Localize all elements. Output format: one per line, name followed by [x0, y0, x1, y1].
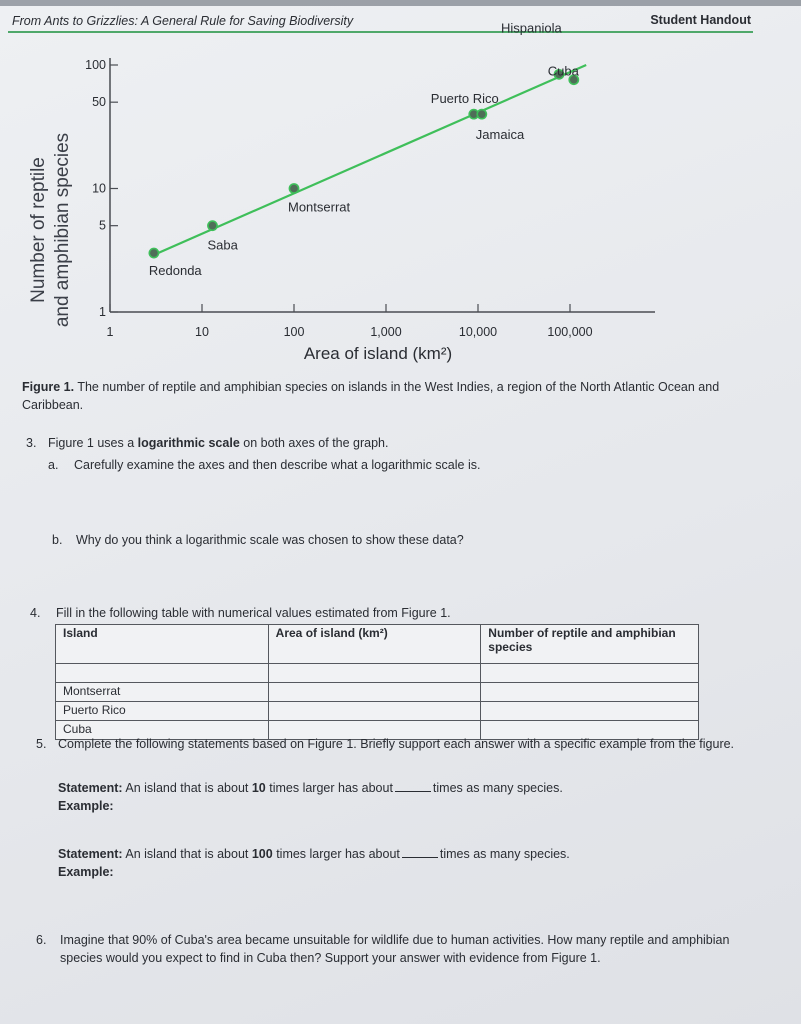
- table-cell[interactable]: [268, 702, 481, 721]
- trend-line: [154, 65, 586, 255]
- table-cell-island: Puerto Rico: [56, 702, 269, 721]
- figure-caption-text: The number of reptile and amphibian species on islands in the West Indies, a region of the North Atlantic Ocean and Caribbean.: [22, 380, 720, 412]
- statement-2-label: Statement:: [58, 847, 123, 861]
- figure-caption: [22, 378, 722, 414]
- statement-2: [58, 845, 758, 863]
- x-axis-title: Area of island (km²): [303, 344, 453, 363]
- table-row: [56, 702, 699, 721]
- table-cell[interactable]: [481, 664, 699, 683]
- x-tick-label: 10,000: [458, 325, 498, 339]
- question-3: [26, 434, 766, 452]
- point-label: Hispaniola: [501, 20, 562, 36]
- table-header-species: Number of reptile and amphibian species: [481, 625, 699, 664]
- handout-type: Student Handout: [650, 13, 751, 27]
- table-header-area: Area of island (km²): [268, 625, 481, 664]
- estimate-table: [55, 624, 699, 740]
- point-label: Montserrat: [288, 199, 351, 215]
- figure-caption-label: Figure 1.: [22, 380, 75, 394]
- question-5-number: 5.: [36, 737, 47, 751]
- statement-1-bold: 10: [251, 781, 266, 795]
- example-1-label: Example:: [58, 799, 114, 813]
- top-bar: [0, 0, 801, 6]
- statement-2-pre: An island that is about: [122, 847, 252, 861]
- table-header-island: Island: [56, 625, 269, 664]
- question-6-text: Imagine that 90% of Cuba's area became unsuitable for wildlife due to human activities. How many reptile and amphibian species would you expect to find in Cuba then? Support your answer with evidence from Figure 1.: [60, 933, 730, 965]
- y-tick-label: 5: [99, 218, 106, 233]
- question-4-number: 4.: [30, 606, 41, 620]
- example-2-label: Example:: [58, 865, 114, 879]
- y-axis-title-line1: Number of reptile: [28, 157, 49, 303]
- statement-2-suffix: times as many species.: [439, 847, 570, 861]
- x-tick-label: 100: [283, 325, 305, 339]
- question-3a-text: Carefully examine the axes and then describe what a logarithmic scale is.: [74, 458, 481, 472]
- question-3b-text: Why do you think a logarithmic scale was chosen to show these data?: [76, 533, 464, 547]
- point-label: Saba: [207, 237, 238, 253]
- table-cell[interactable]: [268, 683, 481, 702]
- y-tick-label: 50: [92, 95, 106, 110]
- example-1: [58, 797, 114, 815]
- data-point: [208, 221, 217, 230]
- data-points: [149, 20, 580, 278]
- statement-2-post: times larger has about: [272, 847, 400, 861]
- statement-2-bold: 100: [251, 847, 273, 861]
- x-tick-label: 100,000: [547, 325, 593, 339]
- table-cell-island: Cuba: [56, 721, 269, 740]
- table-row: [56, 664, 699, 683]
- statement-1-label: Statement:: [58, 781, 123, 795]
- trend-line-group: [154, 65, 586, 255]
- table-cell[interactable]: [481, 702, 699, 721]
- table-cell[interactable]: [268, 664, 481, 683]
- y-tick-label: 10: [92, 181, 106, 196]
- y-axis-title: [28, 133, 73, 327]
- statement-1-pre: An island that is about: [122, 781, 252, 795]
- statement-1-post: times larger has about: [265, 781, 393, 795]
- table-cell-island: Montserrat: [56, 683, 269, 702]
- table-cell[interactable]: [56, 664, 269, 683]
- data-point: [289, 184, 298, 193]
- question-3-post: on both axes of the graph.: [239, 436, 389, 450]
- question-6: [36, 931, 748, 967]
- y-tick-label: 100: [85, 58, 106, 72]
- example-2: [58, 863, 114, 881]
- data-point: [149, 248, 158, 257]
- question-6-number: 6.: [36, 933, 47, 947]
- question-5: [36, 735, 756, 753]
- question-3-pre: Figure 1 uses a: [48, 436, 138, 450]
- question-3a-label: a.: [48, 458, 59, 472]
- question-3-number: 3.: [26, 436, 37, 450]
- table-row: [56, 683, 699, 702]
- question-4-text: Fill in the following table with numerical values estimated from Figure 1.: [56, 606, 451, 620]
- x-tick-label: 1: [106, 325, 114, 339]
- table-header-row: [56, 625, 699, 664]
- question-3a: [48, 456, 748, 474]
- y-tick-label: 1: [99, 305, 106, 319]
- statement-1: [58, 779, 758, 797]
- point-label: Jamaica: [475, 127, 525, 143]
- question-3-bold: logarithmic scale: [137, 436, 240, 450]
- question-5-text: Complete the following statements based on Figure 1. Briefly support each answer with a specific example from the figure.: [58, 737, 735, 751]
- question-3b-label: b.: [52, 533, 63, 547]
- table-cell[interactable]: [481, 683, 699, 702]
- x-tick-label: 1,000: [370, 325, 402, 339]
- data-point: [477, 110, 486, 119]
- tick-labels: [85, 58, 592, 339]
- x-tick-label: 10: [195, 325, 209, 339]
- handout-title: From Ants to Grizzlies: A General Rule for Saving Biodiversity: [12, 14, 354, 28]
- statement-2-blank[interactable]: [402, 857, 438, 858]
- y-axis-title-line2: and amphibian species: [52, 132, 73, 328]
- point-label: Cuba: [547, 63, 579, 79]
- header-rule: [8, 31, 753, 33]
- statement-1-suffix: times as many species.: [432, 781, 563, 795]
- point-label: Puerto Rico: [430, 91, 499, 107]
- question-4: [30, 604, 770, 622]
- point-label: Redonda: [148, 263, 202, 279]
- statement-1-blank[interactable]: [395, 791, 431, 792]
- question-3b: [52, 531, 752, 549]
